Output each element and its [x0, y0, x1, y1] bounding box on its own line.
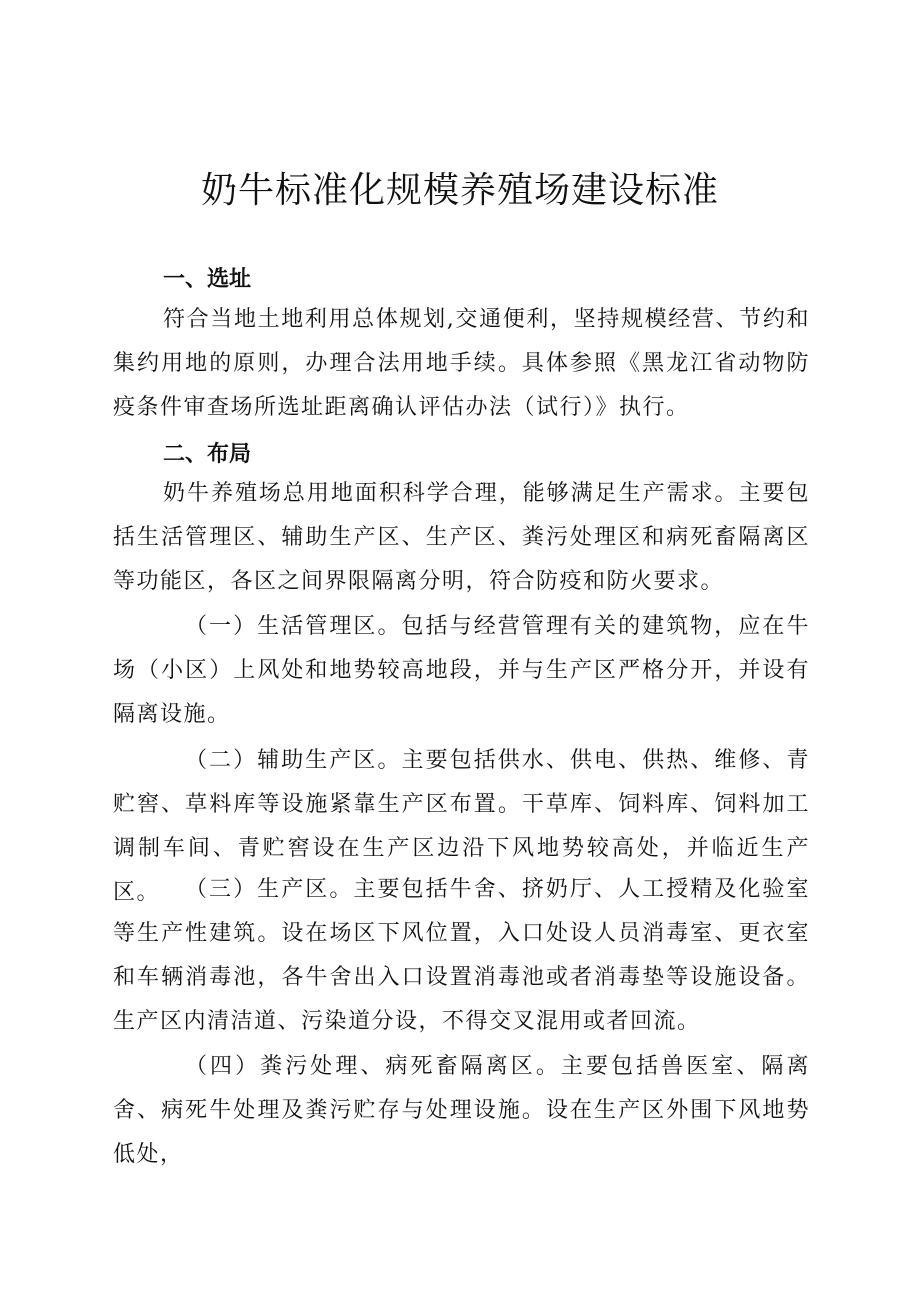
paragraph-waste-isolation-area: （四）粪污处理、病死畜隔离区。主要包括兽医室、隔离舍、病死牛处理及粪污贮存与处理设施。设在生产区外围下风地势低处， — [113, 1054, 810, 1167]
paragraph-production-area: （三）生产区。主要包括牛舍、挤奶厅、人工授精及化验室等生产性建筑。设在场区下风位置，入口处设人员消毒室、更衣室和车辆消毒池，各牛舍出入口设置消毒池或者消毒垫等设施设备。生产区内清洁道、污染道分设，不得交叉混用或者回流。 — [113, 877, 810, 1034]
document-title: 奶牛标准化规模养殖场建设标准 — [200, 170, 719, 211]
paragraph-auxiliary-production-area: （二）辅助生产区。主要包括供水、供电、供热、维修、青贮窖、草料库等设施紧靠生产区布置。干草库、饲料库、饲料加工调制车间、青贮窖设在生产区边沿下风地势较高处，并临近生产区。 — [113, 748, 810, 905]
section-heading-layout: 二、布局 — [163, 442, 252, 467]
paragraph-living-management-area: （一）生活管理区。包括与经营管理有关的建筑物，应在牛场（小区）上风处和地势较高地段，并与生产区严格分开，并设有隔离设施。 — [113, 614, 810, 727]
section-heading-site-selection: 一、选址 — [163, 267, 252, 292]
paragraph-layout-overview: 奶牛养殖场总用地面积科学合理，能够满足生产需求。主要包括生活管理区、辅助生产区、生产区、粪污处理区和病死畜隔离区等功能区，各区之间界限隔离分明，符合防疫和防火要求。 — [113, 481, 810, 594]
paragraph-site-selection: 符合当地土地利用总体规划,交通便利，坚持规模经营、节约和集约用地的原则，办理合法用地手续。具体参照《黑龙江省动物防疫条件审查场所选址距离确认评估办法（试行）》执行。 — [113, 307, 810, 420]
